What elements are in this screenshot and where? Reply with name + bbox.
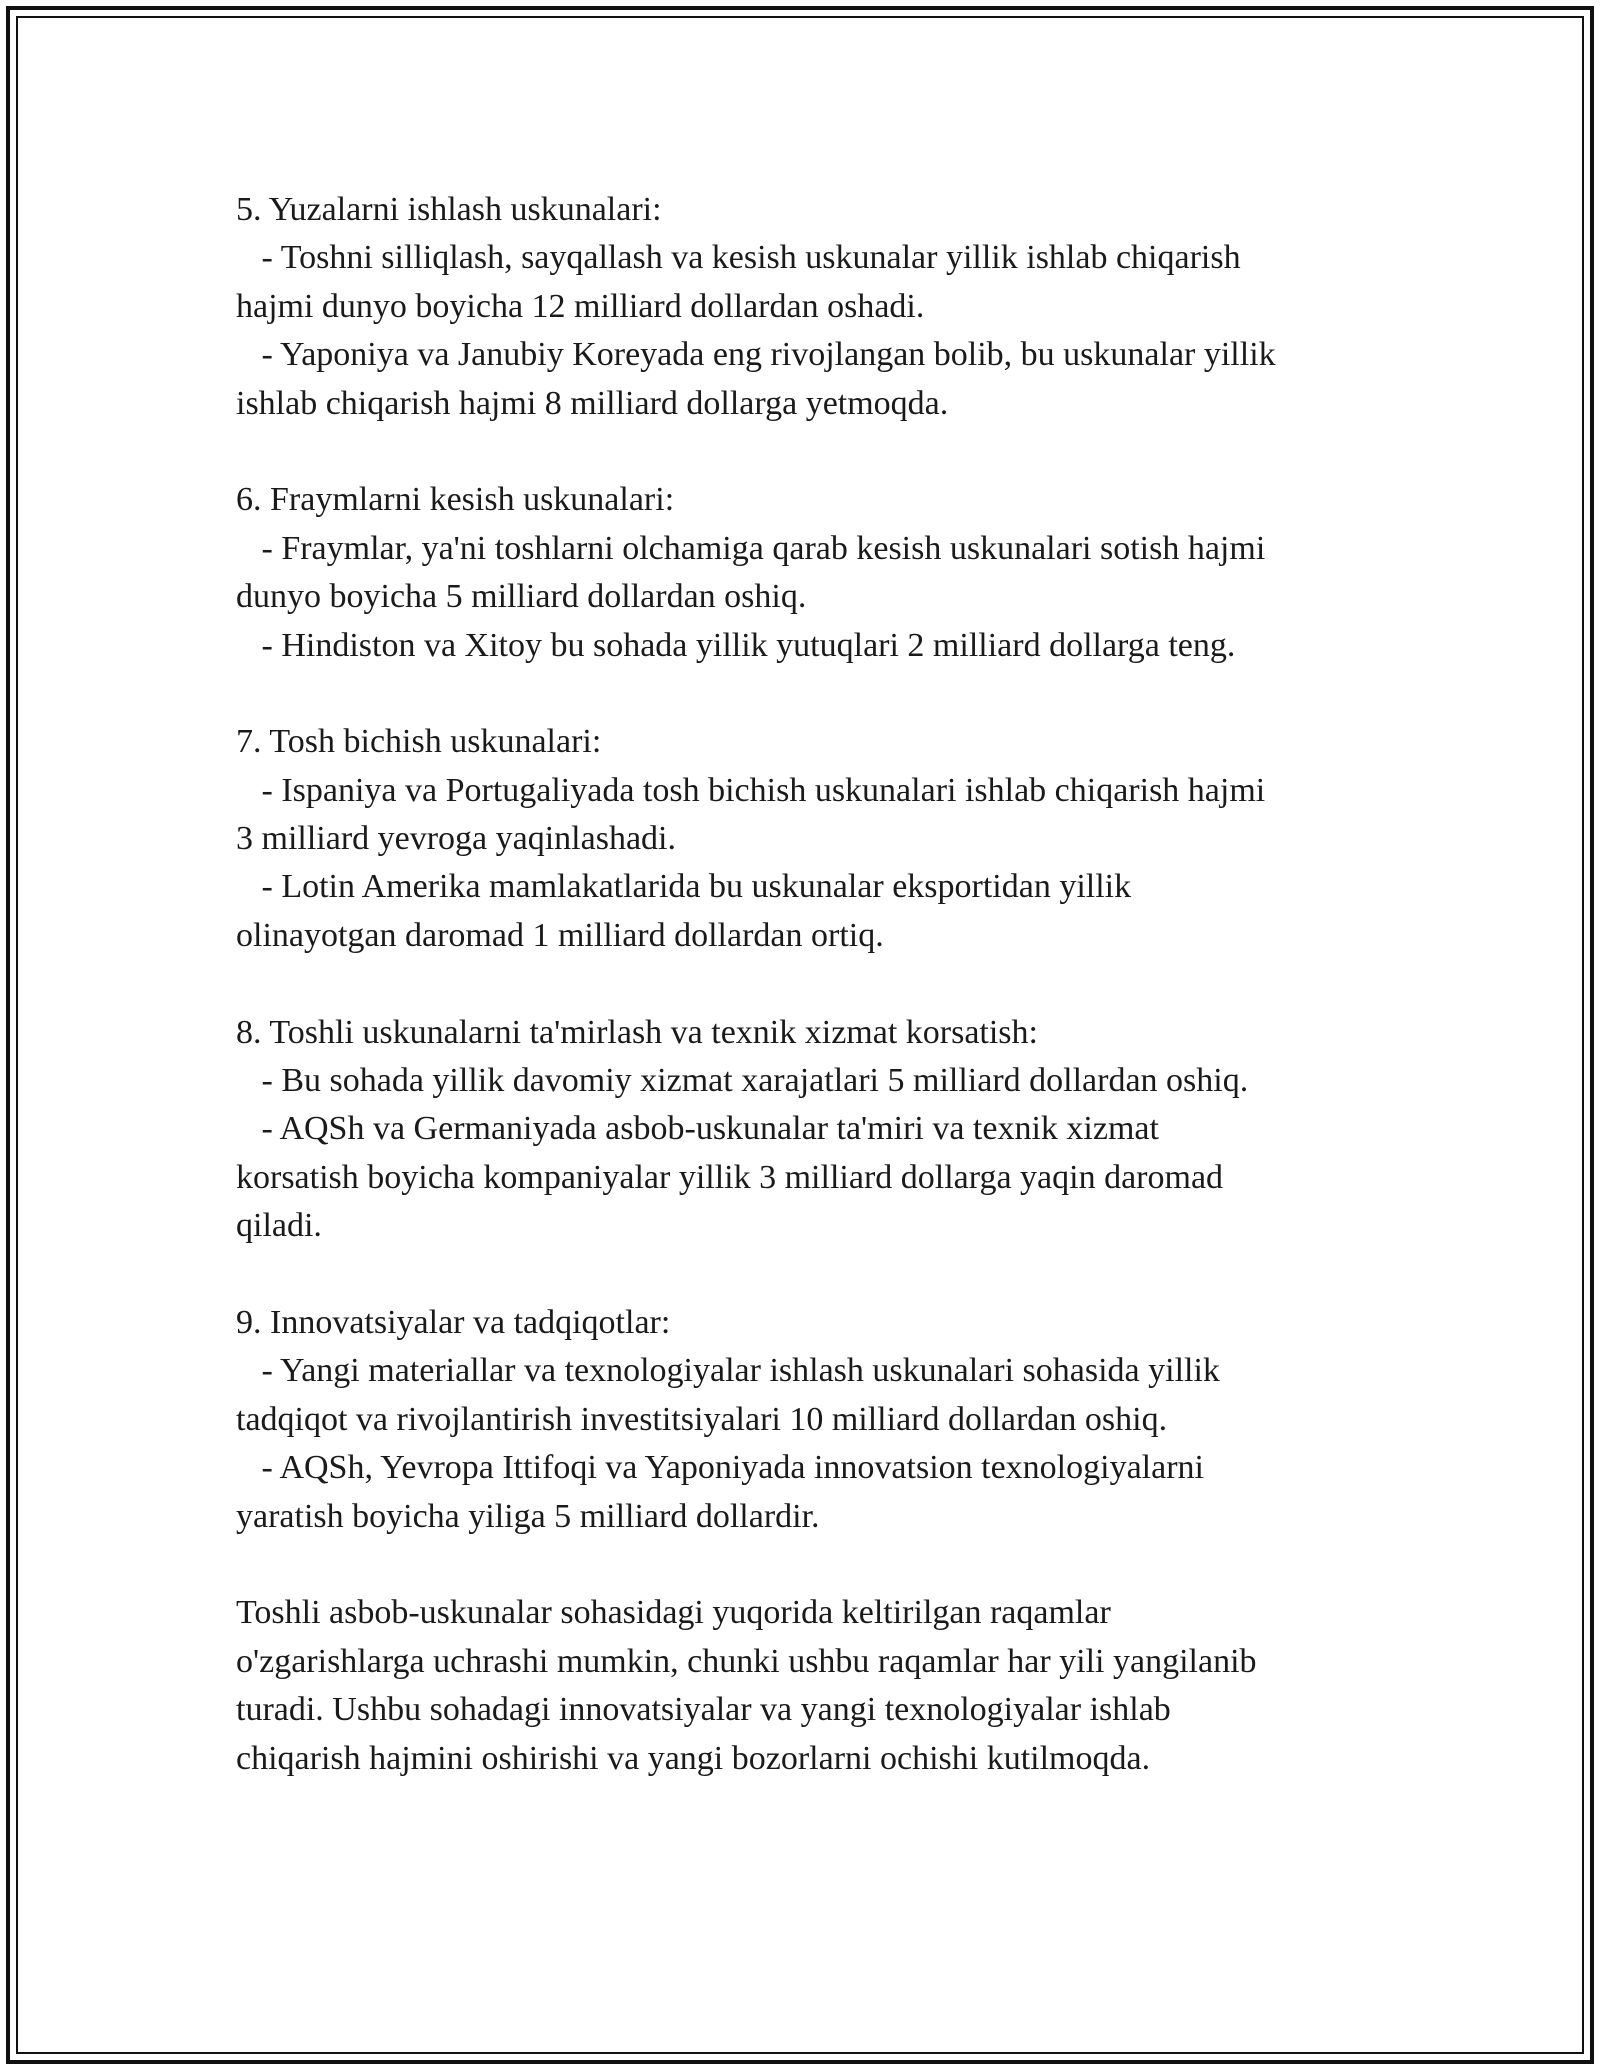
paragraph-gap	[236, 960, 1376, 1008]
text-line: yaratish boyicha yiliga 5 milliard dollardir.	[236, 1497, 820, 1535]
paragraph-gap	[236, 670, 1376, 718]
text-line: tadqiqot va rivojlantirish investitsiyalari 10 milliard dollardan oshiq.	[236, 1400, 1168, 1438]
section-heading: 7. Tosh bichish uskunalari:	[236, 723, 602, 761]
text-line: - Toshni silliqlash, sayqallash va kesish uskunalar yillik ishlab chiqarish	[236, 239, 1241, 277]
text-line: chiqarish hajmini oshirishi va yangi bozorlarni ochishi kutilmoqda.	[236, 1739, 1151, 1777]
text-line: - Lotin Amerika mamlakatlarida bu uskunalar eksportidan yillik	[236, 868, 1132, 906]
section-heading: 9. Innovatsiyalar va tadqiqotlar:	[236, 1303, 671, 1341]
section-heading: 6. Fraymlarni kesish uskunalari:	[236, 481, 675, 519]
text-line: - Fraymlar, ya'ni toshlarni olchamiga qarab kesish uskunalari sotish hajmi	[236, 529, 1266, 567]
text-line: - Yaponiya va Janubiy Koreyada eng rivojlangan bolib, bu uskunalar yillik	[236, 336, 1276, 374]
text-line: olinayotgan daromad 1 milliard dollardan ortiq.	[236, 916, 884, 954]
section-7	[236, 718, 1376, 960]
section-heading: 8. Toshli uskunalarni ta'mirlash va texnik xizmat korsatish:	[236, 1013, 1038, 1051]
text-line: dunyo boyicha 5 milliard dollardan oshiq.	[236, 578, 807, 616]
text-line: korsatish boyicha kompaniyalar yillik 3 milliard dollarga yaqin daromad	[236, 1158, 1224, 1196]
paragraph-gap	[236, 1541, 1376, 1589]
section-9	[236, 1299, 1376, 1541]
document-body	[236, 186, 1376, 1783]
text-line: - Hindiston va Xitoy bu sohada yillik yutuqlari 2 milliard dollarga teng.	[236, 626, 1236, 664]
conclusion-paragraph	[236, 1589, 1376, 1783]
section-6	[236, 476, 1376, 670]
text-line: - Ispaniya va Portugaliyada tosh bichish uskunalari ishlab chiqarish hajmi	[236, 771, 1266, 809]
text-line: Toshli asbob-uskunalar sohasidagi yuqorida keltirilgan raqamlar	[236, 1594, 1111, 1632]
text-line: - Bu sohada yillik davomiy xizmat xarajatlari 5 milliard dollardan oshiq.	[236, 1062, 1249, 1100]
text-line: 3 milliard yevroga yaqinlashadi.	[236, 820, 676, 858]
text-line: hajmi dunyo boyicha 12 milliard dollardan oshadi.	[236, 287, 925, 325]
text-line: turadi. Ushbu sohadagi innovatsiyalar va yangi texnologiyalar ishlab	[236, 1691, 1171, 1729]
text-line: o'zgarishlarga uchrashi mumkin, chunki ushbu raqamlar har yili yangilanib	[236, 1642, 1257, 1680]
text-line: qiladi.	[236, 1207, 322, 1245]
text-line: - AQSh, Yevropa Ittifoqi va Yaponiyada innovatsion texnologiyalarni	[236, 1449, 1204, 1487]
text-line: - AQSh va Germaniyada asbob-uskunalar ta'miri va texnik xizmat	[236, 1110, 1159, 1148]
paragraph-gap	[236, 428, 1376, 476]
section-heading: 5. Yuzalarni ishlash uskunalari:	[236, 191, 662, 228]
section-8	[236, 1009, 1376, 1251]
text-line: - Yangi materiallar va texnologiyalar ishlash uskunalari sohasida yillik	[236, 1352, 1220, 1390]
section-5	[236, 186, 1376, 428]
text-line: ishlab chiqarish hajmi 8 milliard dollarga yetmoqda.	[236, 384, 949, 422]
paragraph-gap	[236, 1251, 1376, 1299]
